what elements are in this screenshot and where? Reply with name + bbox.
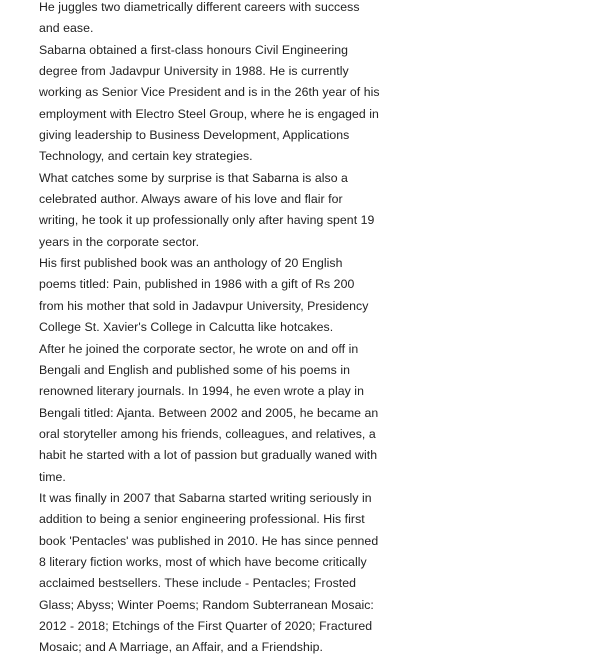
article-body xyxy=(39,0,381,659)
paragraph: Sabarna obtained a first-class honours Civil Engineering degree from Jadavpur University in 1988. He is currently working as Senior Vice President and is in the 26th year of his employment with Electro Steel Group, where he is engaged in giving leadership to Business Development, Applications Technology, and certain key strategies. xyxy=(39,42,380,164)
paragraph: He juggles two diametrically different careers with success and ease. xyxy=(39,0,360,36)
paragraph: What catches some by surprise is that Sabarna is also a celebrated author. Always aware of his love and flair for writing, he took it up professionally only after having spent 19 years in the corporate sector. xyxy=(39,170,375,249)
paragraph: After he joined the corporate sector, he wrote on and off in Bengali and English and published some of his poems in renowned literary journals. In 1994, he even wrote a play in Bengali titled: Ajanta. Between 2002 and 2005, he became an oral storyteller among his friends, colleagues, and relatives, a habit he started with a lot of passion but gradually waned with time. xyxy=(39,341,379,484)
paragraph: It was finally in 2007 that Sabarna started writing seriously in addition to being a senior engineering professional. His first book 'Pentacles' was published in 2010. He has since penned 8 literary fiction works, most of which have become critically acclaimed bestsellers. These include - Pentacles; Frosted Glass; Abyss; Winter Poems; Random Subterranean Mosaic: 2012 - 2018; Etchings of the First Quarter of 2020; Fractured Mosaic; and A Marriage, an Affair, and a Friendship. xyxy=(39,490,379,655)
paragraph: His first published book was an anthology of 20 English poems titled: Pain, published in 1986 with a gift of Rs 200 from his mother that sold in Jadavpur University, Presidency College St. Xavier's College in Calcutta like hotcakes. xyxy=(39,256,369,335)
